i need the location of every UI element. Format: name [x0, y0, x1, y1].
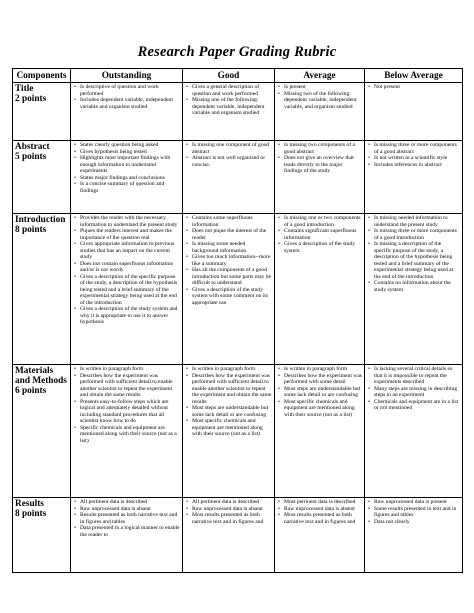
criteria-item: • Chemicals and equipment are in a list or not mentioned	[374, 399, 460, 412]
criteria-item: • States major findings and conclusions	[80, 175, 180, 182]
criteria-item: • Includes dependent variable, independent variable and organism studied	[80, 97, 180, 110]
criteria-cell-outstanding	[71, 141, 183, 214]
rubric-table	[12, 68, 463, 573]
criteria-item: • Not present	[374, 84, 460, 91]
criteria-item: • Raw unprocessed data is absent	[80, 506, 180, 513]
criteria-list	[73, 142, 180, 194]
criteria-cell-average	[275, 83, 365, 141]
criteria-item: • Gives hypothesis being tested	[80, 149, 180, 156]
header-components: Components	[13, 69, 71, 83]
component-cell	[13, 83, 71, 141]
criteria-item: • Specific chemicals and equipment are mentioned along with their source (not as a list)	[80, 425, 180, 445]
component-points: 5 points	[15, 152, 47, 162]
criteria-item: • Does not pique the interest of the reader	[192, 228, 272, 241]
criteria-list	[185, 84, 272, 117]
criteria-item: • Provides the reader with the necessary information to understand the present study	[80, 215, 180, 228]
criteria-cell-below-average	[365, 141, 463, 214]
criteria-item: • Contains no information about the study system	[374, 280, 460, 293]
criteria-list	[277, 215, 362, 254]
criteria-list	[73, 366, 180, 444]
component-name: Title	[15, 84, 34, 94]
criteria-item: • Is a concise summary of question and findings	[80, 181, 180, 194]
page-title: Research Paper Grading Rubric	[137, 44, 337, 60]
criteria-item: • Has all the components of a good introduction but some parts may be difficult to understand	[192, 267, 272, 287]
criteria-cell-outstanding	[71, 365, 183, 498]
criteria-item: • Contains significant superfluous information	[284, 228, 362, 241]
criteria-item: • Is missing needed information to understand the present study	[374, 215, 460, 228]
criteria-item: • Raw unprocessed data is present	[374, 499, 460, 506]
criteria-item: • Most results presented as both narrative text and in figures and	[192, 512, 272, 525]
criteria-item: • Results presented as both narrative text and in figures and tables	[80, 512, 180, 525]
rubric-row	[13, 214, 463, 365]
criteria-item: • Is written in paragraph form	[284, 366, 362, 373]
criteria-item: • Does not give an overview that leads directly to the major findings of the study	[284, 155, 362, 175]
criteria-cell-good	[183, 83, 275, 141]
header-outstanding: Outstanding	[71, 69, 183, 83]
criteria-item: • Data not clearly	[374, 519, 460, 526]
criteria-item: • Describes how the experiment was performed with sufficient detail to enable another scientist to repeat the experiment and obtain the same results	[80, 373, 180, 399]
criteria-list	[185, 499, 272, 525]
rubric-row	[13, 141, 463, 214]
criteria-item: • Is missing a description of the specific purpose of the study, a description of the hypothesis being tested and a brief summary of the experimental strategy being used at the end of the introduction	[374, 241, 460, 280]
criteria-list	[277, 366, 362, 418]
criteria-item: • Is missing one component of good abstract	[192, 142, 272, 155]
component-name: Introduction	[15, 215, 66, 225]
criteria-item: • Most steps are understandable but some lack detail or are confusing	[284, 386, 362, 399]
criteria-cell-good	[183, 141, 275, 214]
criteria-item: • Some results presented in text and in figures and tables	[374, 506, 460, 519]
criteria-item: • Most pertinent data is described	[284, 499, 362, 506]
criteria-item: • Gives a description of the specific purpose of the study, a description of the hypothesis being tested and a brief summary of the experimental strategy being used at the end of the introduction	[80, 274, 180, 307]
criteria-item: • Raw unprocessed data is absent	[192, 506, 272, 513]
criteria-cell-below-average	[365, 214, 463, 365]
criteria-list	[367, 499, 460, 525]
criteria-item: • Describes how the experiment was performed with sufficient detail to enable another scientist to repeat the experiment and obtain the same results	[192, 373, 272, 406]
criteria-item: • Is missing some needed background information	[192, 241, 272, 254]
criteria-cell-average	[275, 365, 365, 498]
criteria-cell-below-average	[365, 83, 463, 141]
criteria-cell-outstanding	[71, 83, 183, 141]
criteria-item: • Is written in paragraph form	[192, 366, 272, 373]
criteria-item: • Presents easy-to-follow steps which are logical and adequately detailed without including standard procedures that all scientist know how to do	[80, 399, 180, 425]
criteria-item: • Is written in paragraph form	[80, 366, 180, 373]
criteria-list	[73, 215, 180, 326]
criteria-cell-below-average	[365, 498, 463, 573]
component-name: Abstract	[15, 142, 50, 152]
criteria-cell-good	[183, 365, 275, 498]
header-average: Average	[275, 69, 365, 83]
criteria-cell-average	[275, 214, 365, 365]
criteria-item: • Is lacking several critical details so that it is impossible to repeat the experiments described	[374, 366, 460, 386]
criteria-list	[185, 142, 272, 168]
rubric-row	[13, 83, 463, 141]
criteria-cell-outstanding	[71, 498, 183, 573]
criteria-item: • Raw unprocessed data is absent	[284, 506, 362, 513]
criteria-item: • Contains some superfluous information	[192, 215, 272, 228]
criteria-item: • Most specific chemicals and equipment are mentioned along with their source (not as a list)	[192, 418, 272, 438]
criteria-list	[277, 499, 362, 525]
criteria-list	[73, 84, 180, 110]
criteria-item: • Gives a description of the study system with some comment on its appropriate use	[192, 287, 272, 307]
criteria-item: • Does not contain superfluous information and/or is not wordy	[80, 261, 180, 274]
criteria-item: • Gives a description of the study system and why it is appropriate to use it to answer hypothesis	[80, 306, 180, 326]
criteria-item: • Most specific chemicals and equipment are mentioned along with their source (not as a list)	[284, 399, 362, 419]
component-cell	[13, 498, 71, 573]
criteria-item: • Highlights most important findings with enough information to understand experiments	[80, 155, 180, 175]
component-points: 8 points	[15, 225, 47, 235]
component-points: 6 points	[15, 386, 47, 396]
component-cell	[13, 214, 71, 365]
criteria-item: • Is missing one or two components of a good introduction	[284, 215, 362, 228]
criteria-item: • Is missing two components of a good abstract	[284, 142, 362, 155]
criteria-list	[185, 366, 272, 438]
criteria-item: • States clearly question being asked	[80, 142, 180, 149]
component-points: 8 points	[15, 509, 47, 519]
criteria-item: • Gives too much information--more like a summary	[192, 254, 272, 267]
criteria-item: • Many steps are missing in describing steps in an experiment	[374, 386, 460, 399]
criteria-list	[277, 142, 362, 175]
criteria-item: • Is descriptive of question and work performed	[80, 84, 180, 97]
criteria-item: • Includes references in abstract	[374, 162, 460, 169]
criteria-item: • All pertinent data is described	[192, 499, 272, 506]
criteria-item: • Missing one of the following: dependent variable, independent variable and organism studied	[192, 97, 272, 117]
criteria-list	[277, 84, 362, 110]
criteria-item: • All pertinent data is described	[80, 499, 180, 506]
component-points: 2 points	[15, 94, 47, 104]
criteria-cell-average	[275, 141, 365, 214]
criteria-item: • Most steps are understandable but some lack detail or are confusing	[192, 405, 272, 418]
header-below-average: Below Average	[365, 69, 463, 83]
criteria-item: • Missing two of the following: dependent variable, independent variable, and organism studied	[284, 91, 362, 111]
criteria-list	[73, 499, 180, 538]
criteria-list	[367, 84, 460, 91]
criteria-cell-outstanding	[71, 214, 183, 365]
criteria-item: • Is missing three or more components of a good introduction	[374, 228, 460, 241]
criteria-item: • Describes how the experiment was performed with some detail	[284, 373, 362, 386]
criteria-list	[367, 215, 460, 293]
criteria-item: • Gives a general description of question and work performed	[192, 84, 272, 97]
criteria-item: • Is not written in a scientific style	[374, 155, 460, 162]
criteria-list	[367, 142, 460, 168]
component-cell	[13, 141, 71, 214]
criteria-item: • Is present	[284, 84, 362, 91]
criteria-item: • Gives a description of the study system	[284, 241, 362, 254]
criteria-item: • Is missing three or more components of a good abstract	[374, 142, 460, 155]
criteria-item: • Most results presented as both narrative text and in figures and	[284, 512, 362, 525]
criteria-item: • Abstract is not well organized or concise.	[192, 155, 272, 168]
criteria-list	[367, 366, 460, 412]
component-name: Results	[15, 499, 44, 509]
rubric-row	[13, 365, 463, 498]
criteria-cell-average	[275, 498, 365, 573]
component-name: Materials and Methods	[15, 366, 67, 386]
criteria-cell-good	[183, 498, 275, 573]
criteria-item: • Data presented in a logical manner to enable the reader to	[80, 525, 180, 538]
criteria-item: • Piques the readers interest and makes the importance of the question real	[80, 228, 180, 241]
header-row	[13, 69, 463, 83]
header-good: Good	[183, 69, 275, 83]
rubric-row	[13, 498, 463, 573]
component-cell	[13, 365, 71, 498]
criteria-item: • Gives appropriate information to previous studies that has an impact on the current study	[80, 241, 180, 261]
criteria-cell-good	[183, 214, 275, 365]
criteria-cell-below-average	[365, 365, 463, 498]
criteria-list	[185, 215, 272, 306]
